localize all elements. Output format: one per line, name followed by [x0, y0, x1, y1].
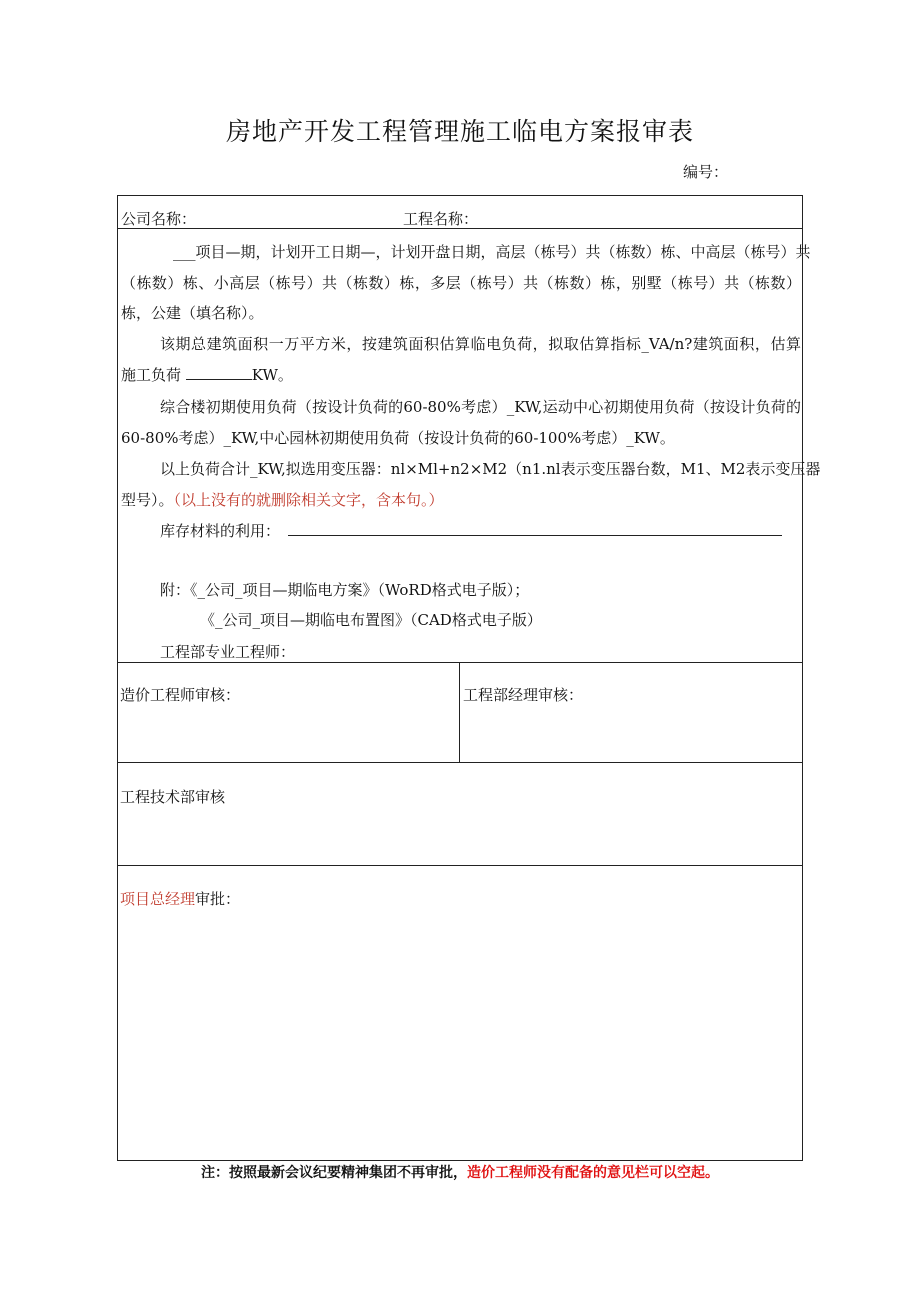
text: 施工负荷 — [121, 366, 182, 384]
pm-label-red: 项目总经理 — [120, 890, 196, 908]
tech-dept-review-label: 工程技术部审核 — [120, 788, 226, 806]
para-3-line-2: 60-80%考虑）_KW,中心园林初期使用负荷（按设计负荷的60-100%考虑）_KW。 — [121, 429, 675, 447]
para-1-line-3: 栋，公建（填名称）。 — [121, 304, 264, 322]
divider — [118, 865, 802, 866]
divider — [459, 662, 460, 762]
page-title: 房地产开发工程管理施工临电方案报审表 — [225, 117, 694, 146]
materials-blank[interactable] — [288, 521, 782, 536]
pm-label: 审批： — [195, 890, 241, 908]
engineer-label: 工程部专业工程师： — [160, 643, 296, 661]
text: KW。 — [251, 366, 293, 384]
para-1-line-2: （栋数）栋、小高层（栋号）共（栋数）栋，多层（栋号）共（栋数）栋，别墅（栋号）共（栋数） — [121, 274, 801, 292]
project-name-label: 工程名称： — [403, 210, 479, 228]
form-table — [117, 195, 821, 1161]
pm-approval-label — [120, 888, 240, 909]
dept-manager-review-label: 工程部经理审核： — [463, 686, 584, 704]
number-label: 编号： — [683, 163, 729, 181]
company-name-label: 公司名称： — [121, 210, 197, 228]
para-3-line-1: 综合楼初期使用负荷（按设计负荷的60-80%考虑）_KW,运动中心初期使用负荷（按设计负荷的 — [160, 398, 801, 416]
footnote — [0, 1162, 920, 1182]
attachment-2: 《_公司_项目—期临电布置图》（CAD格式电子版） — [200, 611, 542, 629]
attachment-1: 附：《_公司_项目—期临电方案》（WoRD格式电子版）； — [160, 581, 530, 599]
red-instruction: （以上没有的就删除相关文字，含本句。） — [173, 491, 444, 509]
divider — [118, 762, 802, 763]
para-2-line-2 — [121, 364, 801, 384]
para-4-line-1: 以上负荷合计_KW,拟选用变压器：nl×Ml+n2×M2（n1.nl表示变压器台数，M1、M2表示变压器 — [160, 460, 821, 478]
para-2-line-1: 该期总建筑面积一万平方米，按建筑面积估算临电负荷，拟取估算指标_VA/n?建筑面积，估算 — [160, 335, 801, 353]
note-text: 注：按照最新会议纪要精神集团不再审批， — [201, 1165, 467, 1181]
para-1-line-1: ___项目—期，计划开工日期—，计划开盘日期，高层（栋号）共（栋数）栋、中高层（栋号）共 — [173, 243, 811, 261]
note-red-text: 造价工程师没有配备的意见栏可以空起。 — [467, 1165, 719, 1181]
cost-engineer-review-label: 造价工程师审核： — [120, 686, 241, 704]
text: 型号）。 — [121, 491, 174, 509]
para-4-line-2 — [121, 489, 801, 509]
blank-line — [186, 365, 252, 380]
materials-line — [160, 520, 840, 540]
materials-label: 库存材料的利用： — [160, 522, 281, 540]
divider — [118, 662, 802, 663]
